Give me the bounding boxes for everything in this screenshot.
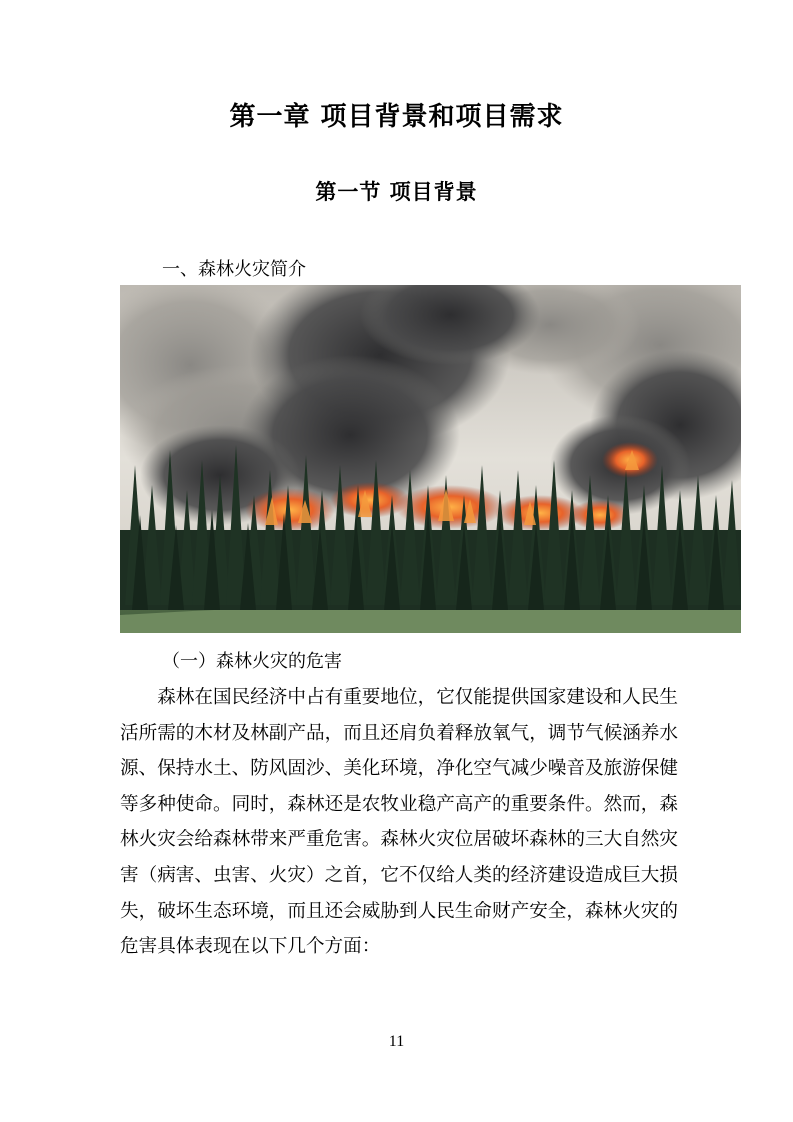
forest-fire-photo (120, 285, 741, 633)
body-paragraph: 森林在国民经济中占有重要地位，它仅能提供国家建设和人民生活所需的木材及林副产品，而且还肩负着释放氧气，调节气候涵养水源、保持水土、防风固沙、美化环境，净化空气减少噪音及旅游保健等多种使命。同时，森林还是农牧业稳产高产的重要条件。然而，森林火灾会给森林带来严重危害。森林火灾位居破坏森林的三大自然灾害（病害、虫害、火灾）之首，它不仅给人类的经济建设造成巨大损失，破坏生态环境，而且还会威胁到人民生命财产安全，森林火灾的危害具体表现在以下几个方面： (120, 687, 678, 958)
page-number: 11 (388, 1033, 405, 1050)
subheading-forest-fire-intro: 一、森林火灾简介 (162, 259, 306, 280)
chapter-title: 第一章 项目背景和项目需求 (229, 102, 564, 132)
forest-fire-illustration (120, 285, 741, 633)
subheading-forest-fire-hazards: （一）森林火灾的危害 (162, 651, 342, 672)
section-title: 第一节 项目背景 (315, 180, 478, 204)
